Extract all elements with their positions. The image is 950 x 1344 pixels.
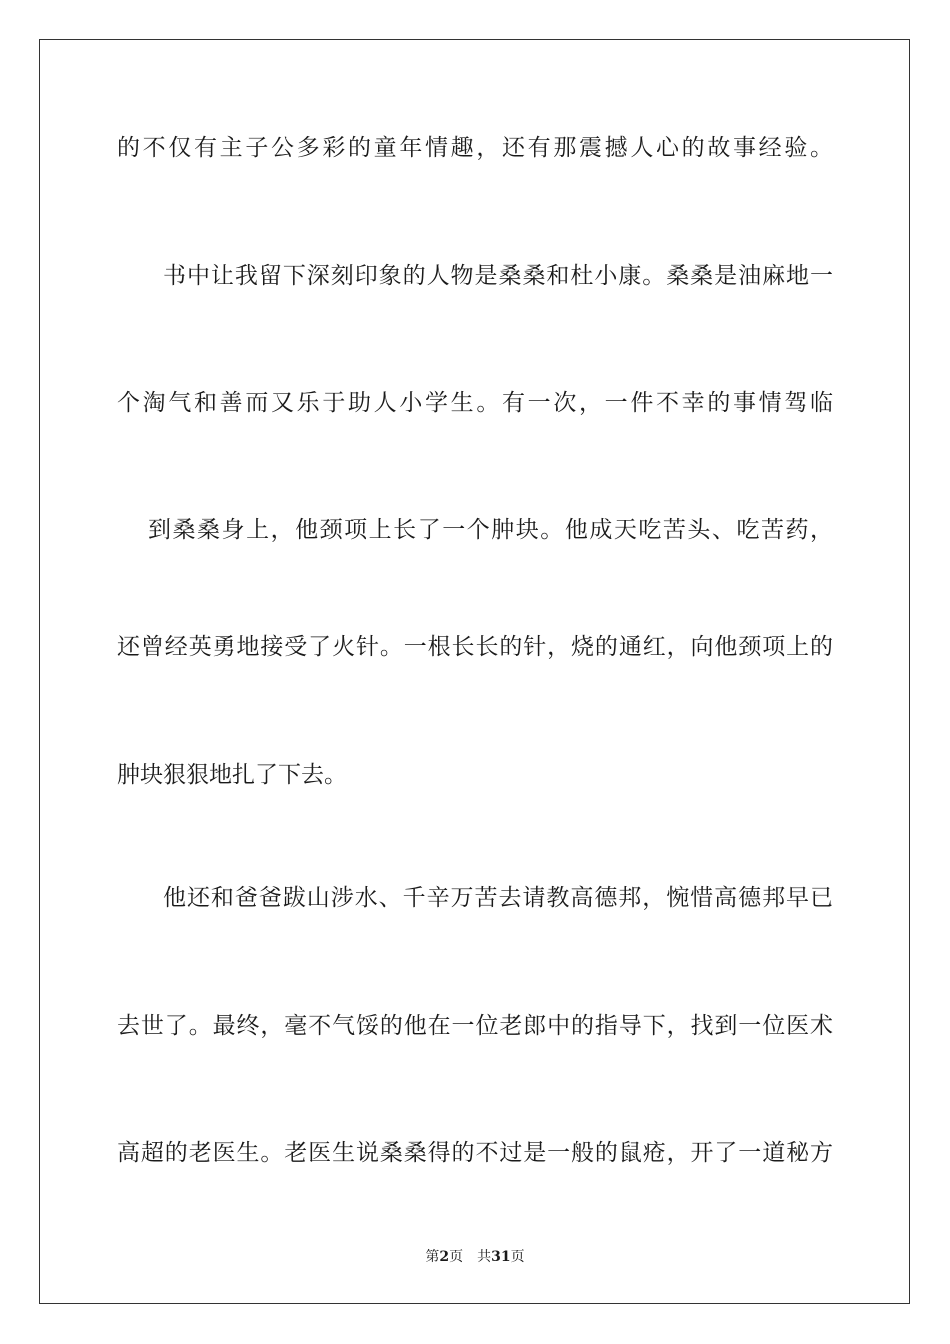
page-prefix: 第 xyxy=(425,1249,440,1265)
text-line-6: 肿块狠狠地扎了下去。 xyxy=(117,762,347,788)
page-number: 2 xyxy=(439,1249,450,1265)
page-footer xyxy=(0,1248,950,1266)
text-line-8: 去世了。最终，毫不气馁的他在一位老郎中的指导下，找到一位医术 xyxy=(117,1013,833,1039)
total-suffix: 页 xyxy=(510,1249,525,1265)
total-prefix: 共 xyxy=(477,1249,492,1265)
text-line-4: 到桑桑身上，他颈项上长了一个肿块。他成天吃苦头、吃苦药， xyxy=(148,517,833,543)
text-line-1: 的不仅有主子公多彩的童年情趣，还有那震撼人心的故事经验。 xyxy=(117,135,833,161)
total-pages: 31 xyxy=(491,1249,511,1265)
text-line-5: 还曾经英勇地接受了火针。一根长长的针，烧的通红，向他颈项上的 xyxy=(117,634,833,660)
page-border xyxy=(39,39,910,1304)
page-suffix: 页 xyxy=(449,1249,464,1265)
text-line-7: 他还和爸爸跋山涉水、千辛万苦去请教高德邦，惋惜高德邦早已 xyxy=(163,885,833,911)
text-line-9: 高超的老医生。老医生说桑桑得的不过是一般的鼠疮，开了一道秘方 xyxy=(117,1140,833,1166)
text-line-3: 个淘气和善而又乐于助人小学生。有一次，一件不幸的事情驾临 xyxy=(117,390,833,416)
text-line-2: 书中让我留下深刻印象的人物是桑桑和杜小康。桑桑是油麻地一 xyxy=(163,263,833,289)
